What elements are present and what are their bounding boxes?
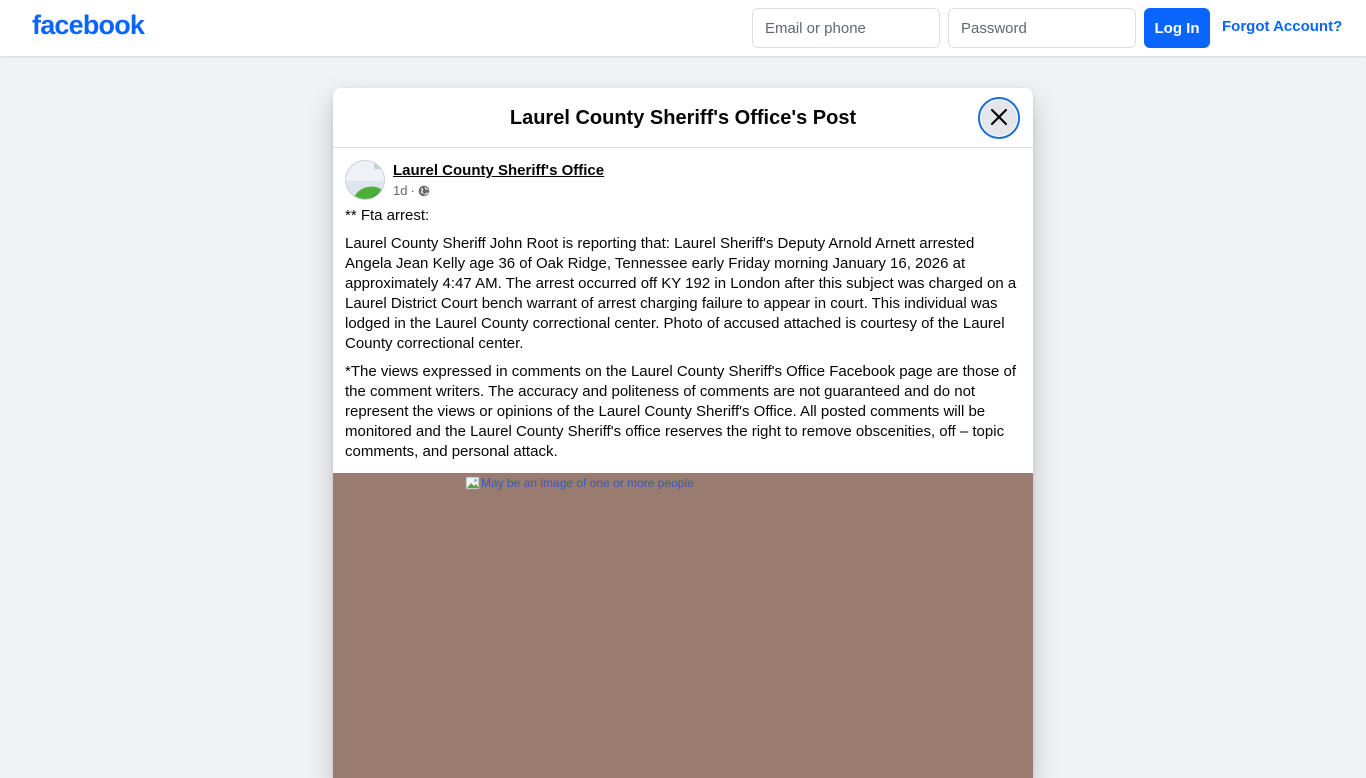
forgot-account-link[interactable]: Forgot Account?: [1222, 18, 1343, 35]
dialog-title: Laurel County Sheriff's Office's Post: [509, 107, 857, 129]
photo-alt-text: [465, 475, 694, 491]
author-name[interactable]: Laurel County Sheriff's Office: [393, 162, 605, 179]
login-button[interactable]: Log In: [1144, 8, 1210, 48]
email-field[interactable]: [752, 8, 940, 48]
post-body: [333, 198, 1033, 462]
facebook-logo[interactable]: facebook: [32, 10, 145, 40]
dialog-header: [333, 88, 1033, 148]
globe-icon: [418, 185, 430, 197]
post-header: [333, 148, 1033, 198]
post-paragraph: *The views expressed in comments on the Laurel County Sheriff's Office Facebook page are those of the comment writers. The accuracy and politeness of comments are not guaranteed and do not represent the views or opinions of the Laurel County Sheriff's Office. All posted comments will be monitored and the Laurel County Sheriff's office reserves the right to remove obscenities, off – topic comments, and personal attack.: [345, 363, 1017, 460]
password-field[interactable]: [948, 8, 1136, 48]
meta-separator: ·: [410, 183, 415, 198]
top-navigation-bar: [0, 0, 1366, 56]
close-icon: [990, 108, 1008, 129]
avatar[interactable]: [345, 160, 385, 200]
post-paragraph: Laurel County Sheriff John Root is reporting that: Laurel Sheriff's Deputy Arnold Arnett arrested Angela Jean Kelly age 36 of Oak Ridge, Tennessee early Friday morning January 16, 2026 at approximately 4:47 AM. The arrest occurred off KY 192 in London after this subject was charged on a Laurel District Court bench warrant of arrest charging failure to appear in court. This individual was lodged in the Laurel County correctional center. Photo of accused attached is courtesy of the Laurel County correctional center.: [345, 235, 1017, 352]
post-paragraph: ** Fta arrest:: [345, 207, 430, 224]
post-dialog: [333, 88, 1033, 778]
post-photo[interactable]: [333, 473, 1033, 778]
post-meta: [393, 183, 430, 198]
photo-alt-label: May be an image of one or more people: [481, 476, 694, 490]
broken-image-icon: [465, 475, 481, 491]
close-button[interactable]: [978, 97, 1020, 139]
post-timestamp[interactable]: 1d: [393, 183, 408, 198]
